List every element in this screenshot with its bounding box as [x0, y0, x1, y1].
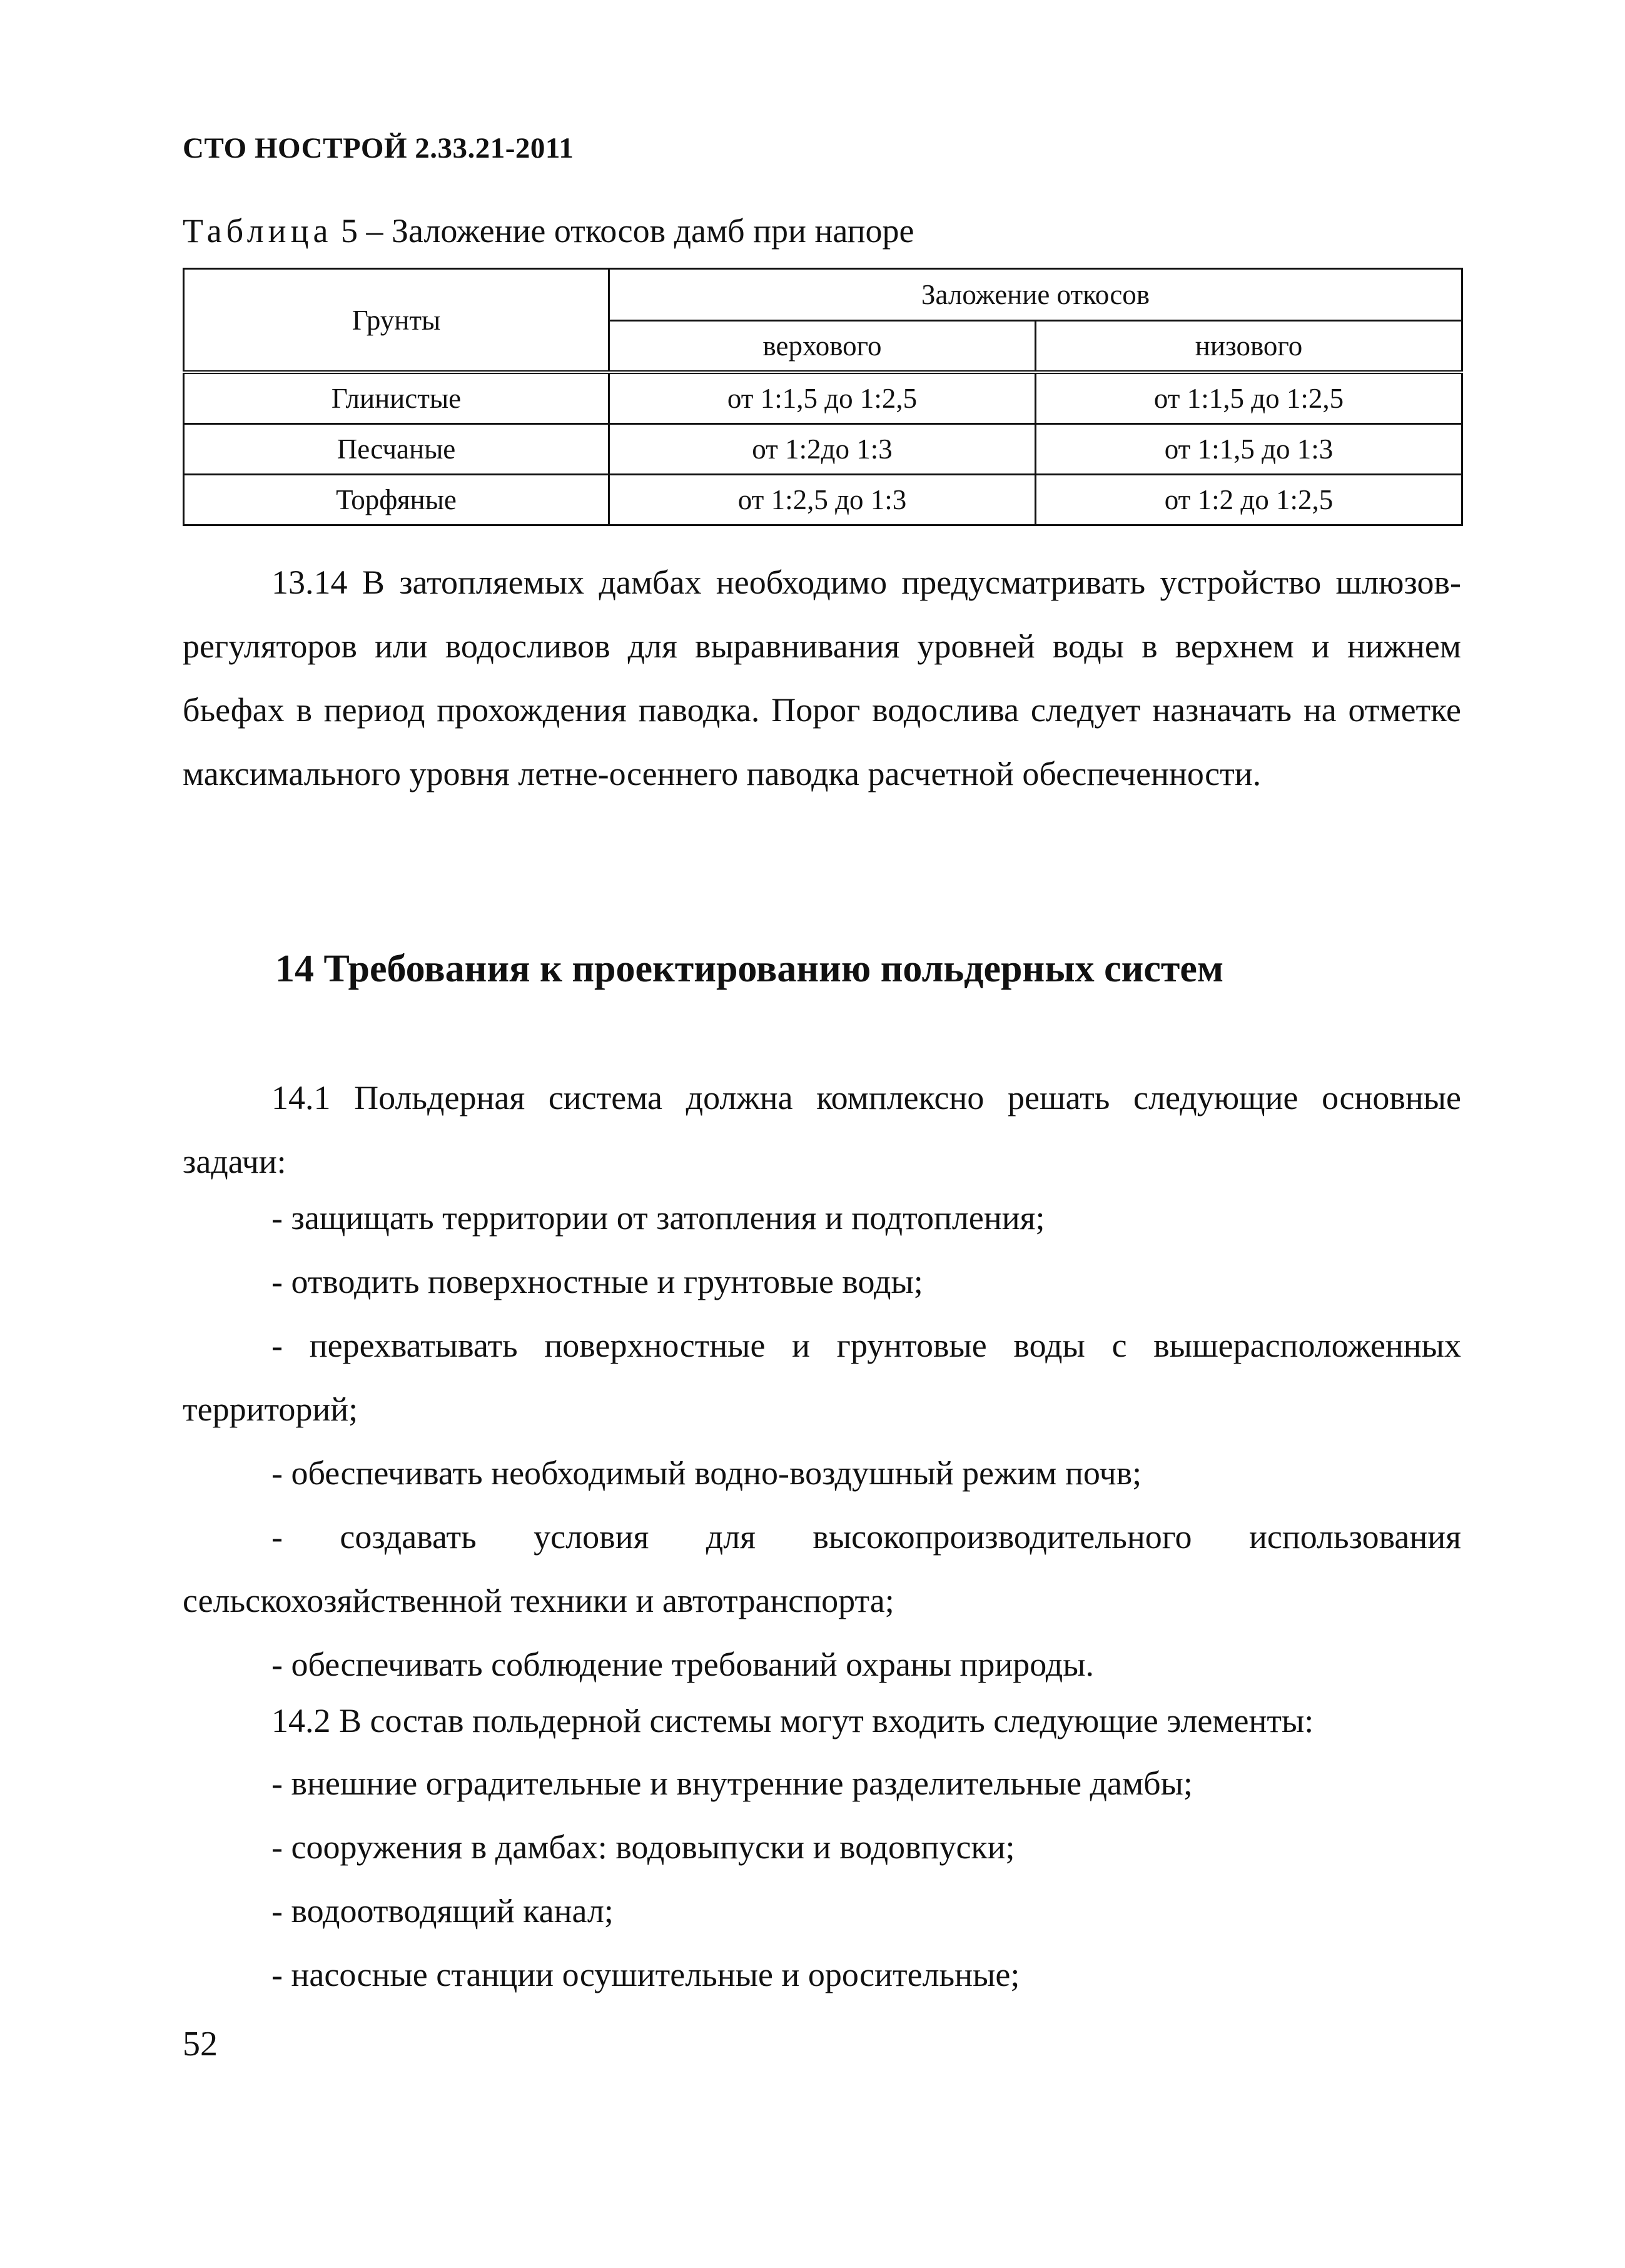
table-row	[184, 372, 1462, 424]
paragraph-14-2: 14.2 В состав польдерной системы могут входить следующие элементы:	[271, 1702, 1314, 1739]
list-item: - обеспечивать соблюдение требований охраны природы.	[271, 1646, 1094, 1683]
cell-lower: от 1:1,5 до 1:2,5	[1036, 372, 1462, 424]
table-caption-text: 5 – Заложение откосов дамб при напоре	[332, 212, 914, 250]
list-item: - водоотводящий канал;	[271, 1892, 614, 1930]
cell-soil: Торфяные	[184, 475, 609, 525]
elements-list	[183, 1751, 1461, 2007]
page-number: 52	[183, 2025, 218, 2063]
tasks-list	[183, 1186, 1461, 1696]
table-caption-label: Таблица	[183, 212, 333, 250]
paragraph-14-1: 14.1 Польдерная система должна комплексно решать следующие основные задачи:	[183, 1079, 1461, 1180]
list-item: - создавать условия для высокопроизводительного использования сельскохозяйственной техники и автотранспорта;	[183, 1518, 1461, 1619]
col-header-soil: Грунты	[184, 269, 609, 373]
cell-upper: от 1:1,5 до 1:2,5	[609, 372, 1036, 424]
cell-soil: Глинистые	[184, 372, 609, 424]
list-item: - сооружения в дамбах: водовыпуски и водовпуски;	[271, 1828, 1015, 1866]
col-header-lower: низового	[1036, 321, 1462, 373]
table-row	[184, 475, 1462, 525]
cell-lower: от 1:1,5 до 1:3	[1036, 424, 1462, 475]
section-title: 14 Требования к проектированию польдерных систем	[275, 948, 1224, 990]
list-item: - внешние оградительные и внутренние разделительные дамбы;	[271, 1764, 1193, 1802]
list-item: - насосные станции осушительные и оросительные;	[271, 1956, 1020, 1993]
table-caption	[183, 211, 914, 250]
cell-upper: от 1:2,5 до 1:3	[609, 475, 1036, 525]
cell-upper: от 1:2до 1:3	[609, 424, 1036, 475]
paragraph-13-14: 13.14 В затопляемых дамбах необходимо предусматривать устройство шлюзов-регуляторов или водосливов для выравнивания уровней воды в верхнем и нижнем бьефах в период прохождения паводка. Порог водослива следует назначать на отметке максимального уровня летне-осеннего паводка расчетной обеспеченности.	[183, 564, 1461, 792]
table-row	[184, 424, 1462, 475]
list-item: - отводить поверхностные и грунтовые воды;	[271, 1263, 923, 1300]
cell-lower: от 1:2 до 1:2,5	[1036, 475, 1462, 525]
document-header: СТО НОСТРОЙ 2.33.21-2011	[183, 132, 574, 165]
list-item: - защищать территории от затопления и подтопления;	[271, 1199, 1045, 1237]
col-header-upper: верхового	[609, 321, 1036, 373]
list-item: - обеспечивать необходимый водно-воздушный режим почв;	[271, 1454, 1142, 1492]
slope-table	[183, 268, 1463, 526]
list-item: - перехватывать поверхностные и грунтовые воды с вышерасположенных территорий;	[183, 1327, 1461, 1428]
col-header-slopes: Заложение откосов	[609, 269, 1462, 321]
cell-soil: Песчаные	[184, 424, 609, 475]
